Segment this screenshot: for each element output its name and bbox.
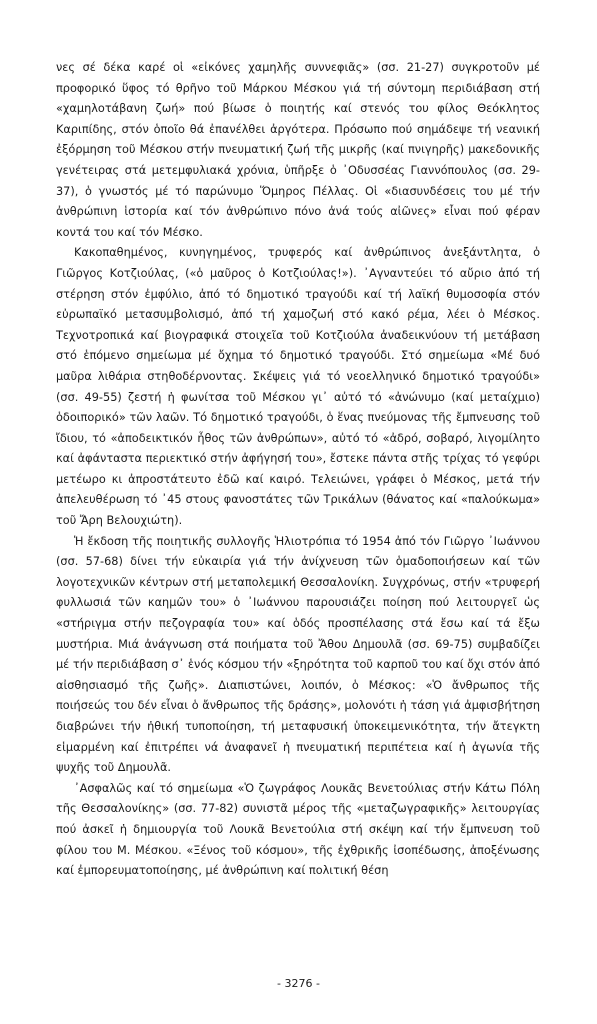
paragraph-3: Ἡ ἔκδοση τῆς ποιητικῆς συλλογῆς Ἡλιοτρόπια τό 1954 ἀπό τόν Γιῶργο ᾿Ιωάννου (σσ. 57-68) δίνει τήν εὐκαιρία γιά τήν ἀνίχνευση τῶν ὁμαδοποιήσεων καί τῶν λογοτεχνικῶν κέντρων στή μεταπολεμική Θεσσαλονίκη. Συγχρόνως, στήν «τρυφερή φυλλωσιά τῶν καημῶν του» ὁ ᾿Ιωάννου παρουσιάζει ποίηση πού λειτουργεῖ ὡς «στήριγμα στήν πεζογραφία του» καί ὁδός προσπέλασης στά ἔσω καί τά ἔξω μυστήρια. Μιά ἀνάγνωση στά ποιήματα τοῦ Ἄθου Δημουλᾶ (σσ. 69-75) συμβαδίζει μέ τήν περιδιάβαση σ᾿ ἑνός κόσμου τήν «ξηρότητα τοῦ καρποῦ του καί ὄχι στόν ἀπό αἰσθησιασμό τῆς ζωῆς». Διαπιστώνει, λοιπόν, ὁ Μέσκος: «Ὁ ἄνθρωπος τῆς ποιήσεώς του δέν εἶναι ὁ ἄνθρωπος τῆς δράσης», μολονότι ἡ τάση γιά ἀμφισβήτηση διαβρώνει τήν ἠθική τυποποίηση, τή μεταφυσική ὑποκειμενικότητα, τήν ἄτεγκτη εἱμαρμένη καί ἐπιτρέπει νά ἀναφανεῖ ἡ πνευματική περιπέτεια καί ἡ ἀγωνία τῆς ψυχῆς τοῦ Δημουλᾶ.: [56, 534, 540, 775]
paragraph-1: νες σέ δέκα καρέ οἱ «εἰκόνες χαμηλῆς συννεφιᾶς» (σσ. 21-27) συγκροτοῦν μέ προφορικό ὕφος τό θρῆνο τοῦ Μάρκου Μέσκου γιά τή σύντομη περιδιάβαση στή «χαμηλοτάβανη ζωή» πού βίωσε ὁ ποιητής καί στενός του φίλος Θεόκλητος Καριπίδης, στόν ὁποῖο θά ἐπανέλθει ἀργότερα. Πρόσωπο πού σημάδεψε τή νεανική ἐξόρμηση τοῦ Μέσκου στήν πνευματική ζωή τῆς μικρῆς (καί πνιγηρῆς) μακεδονικῆς γενέτειρας στά μετεμφυλιακά χρόνια, ὑπῆρξε ὁ ᾿Οδυσσέας Γιαννόπουλος (σσ. 29-37), ὁ γνωστός μέ τό παρώνυμο Ὅμηρος Πέλλας. Οἱ «διασυνδέσεις του μέ τήν ἀνθρώπινη ἱστορία καί τόν ἀνθρώπινο πόνο ἀνά τούς αἰῶνες» εἶναι πού φέραν κοντά του καί τόν Μέσκο.: [56, 61, 540, 239]
paragraph-2: Κακοπαθημένος, κυνηγημένος, τρυφερός καί ἀνθρώπινος ἀνεξάντλητα, ὁ Γιῶργος Κοτζιούλας, («ὁ μαῦρος ὁ Κοτζιούλας!»). ᾿Αγναντεύει τό αὔριο ἀπό τή στέρηση στόν ἐμφύλιο, ἀπό τό δημοτικό τραγούδι καί τή λαϊκή θυμοσοφία στόν εὐρωπαϊκό μετασυμβολισμό, ἀπό τή χαμοζωή στό κακό ρέμα, λέει ὁ Μέσκος. Τεχνοτροπικά καί βιογραφικά στοιχεῖα τοῦ Κοτζιούλα ἀναδεικνύουν τή μετάβαση στό ἑπόμενο σημείωμα μέ ὄχημα τό δημοτικό τραγούδι. Στό σημείωμα «Μέ δυό μαῦρα λιθάρια στηθοδέρνοντας. Σκέψεις γιά τό νεοελληνικό δημοτικό τραγούδι» (σσ. 49-55) ζεστή ἡ φωνίτσα τοῦ Μέσκου γι᾿ αὐτό τό «ἀνώνυμο (καί μεταίχμιο) ὁδοιπορικό» τῶν λαῶν. Τό δημοτικό τραγούδι, ὁ ἕνας πνεύμονας τῆς ἔμπνευσης τοῦ ἴδιου, τό «ἀποδεικτικόν ἦθος τῶν ἀνθρώπων», αὐτό τό «ἀδρό, σοβαρό, λιγομίλητο καί ἀφάνταστα περιεκτικό στήν ἀφήγησή του», ἔστεκε πάντα στῆς τρίχας τό γεφύρι μετέωρο κι ἀπροστάτευτο ἐδῶ καί καιρό. Τελειώνει, γράφει ὁ Μέσκος, μετά τήν ἀπελευθέρωση τό ᾿45 στους φανοστάτες τῶν Τρικάλων (θάνατος καί «παλούκωμα» τοῦ Ἄρη Βελουχιώτη).: [56, 246, 540, 528]
page-number: - 3276 -: [277, 977, 320, 990]
document-body: [56, 58, 540, 882]
paragraph-4: ᾿Ασφαλῶς καί τό σημείωμα «Ὁ ζωγράφος Λουκᾶς Βενετούλιας στήν Κάτω Πόλη τῆς Θεσσαλονίκης» (σσ. 77-82) συνιστᾶ μέρος τῆς «μεταζωγραφικῆς» λειτουργίας πού ἀσκεῖ ἡ δημιουργία τοῦ Λουκᾶ Βενετούλια στή σκέψη καί τήν ἔμπνευση τοῦ φίλου του Μ. Μέσκου. «Ξένος τοῦ κόσμου», τῆς ἐχθρικῆς ἰσοπέδωσης, ἀποξένωσης καί ἐμπορευματοποίησης, μέ ἀνθρώπινη καί πολιτική θέση: [56, 781, 540, 878]
